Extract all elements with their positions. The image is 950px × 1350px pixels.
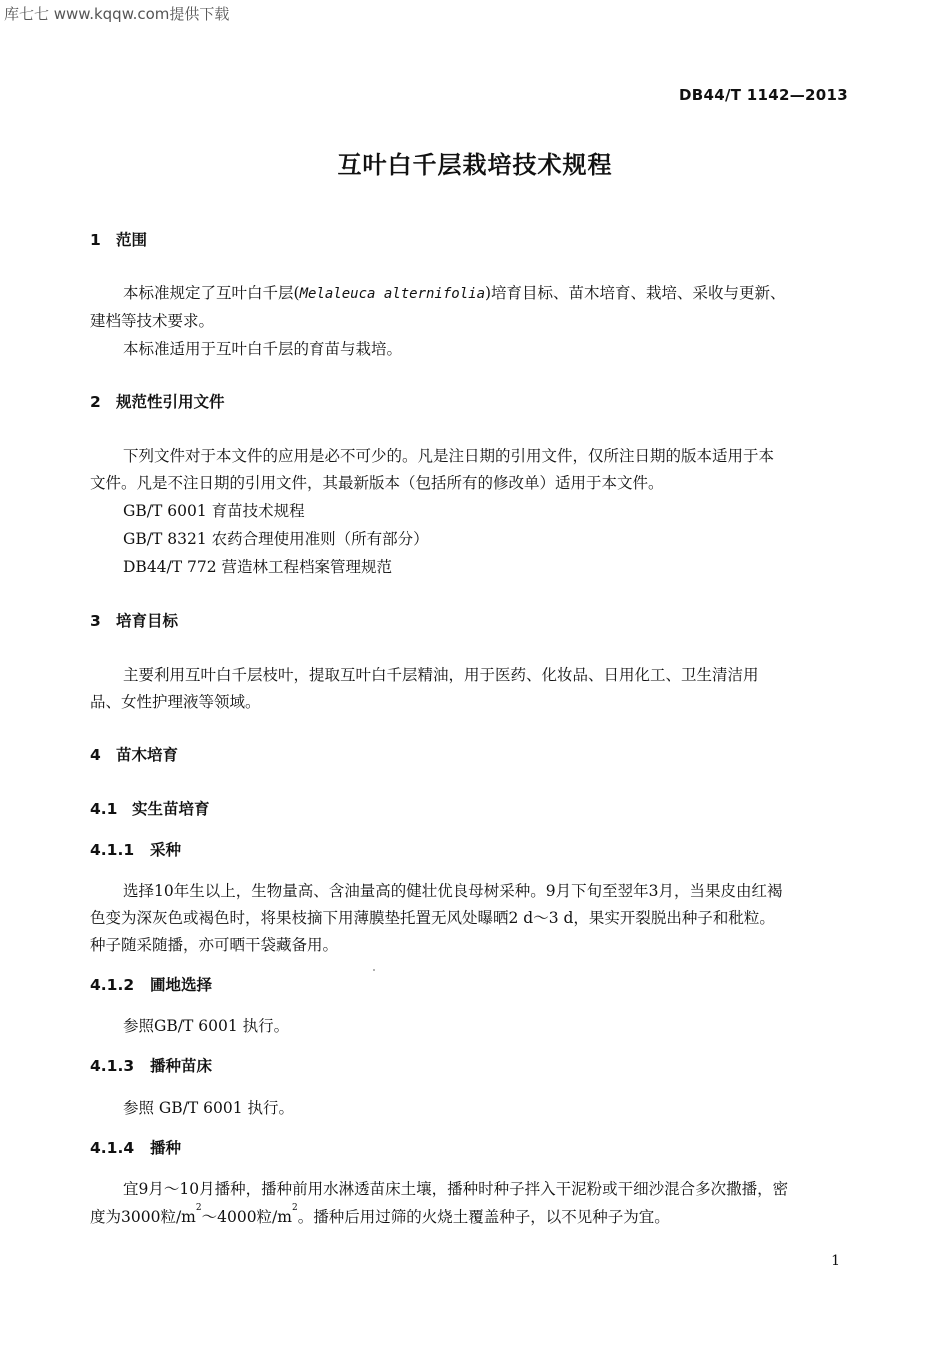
paragraph: 下列文件对于本文件的应用是必不可少的。凡是注日期的引用文件，仅所注日期的版本适用于本 (123, 447, 775, 465)
section-title: 范围 (116, 231, 148, 249)
text: ～4000粒/m (201, 1208, 292, 1226)
scan-speck (373, 969, 375, 971)
paragraph (123, 281, 786, 303)
subsection-4-1-3-heading (90, 1054, 212, 1076)
section-number: 4.1.2 (90, 976, 135, 994)
paragraph-cont (90, 1205, 670, 1227)
section-3-heading (90, 609, 178, 631)
section-number: 4.1.4 (90, 1139, 135, 1157)
section-number: 4 (90, 746, 101, 764)
text: 度为3000粒/m (90, 1208, 196, 1226)
section-title: 播种 (150, 1139, 182, 1157)
paragraph: 主要利用互叶白千层枝叶，提取互叶白千层精油，用于医药、化妆品、日用化工、卫生清洁用 (123, 666, 759, 684)
text: 本标准规定了互叶白千层( (123, 284, 300, 302)
section-2-heading (90, 390, 225, 412)
section-1-heading (90, 228, 147, 250)
document-number: DB44/T 1142—2013 (679, 86, 848, 104)
section-number: 2 (90, 393, 101, 411)
watermark: 库七七 www.kqqw.com提供下载 (4, 5, 230, 23)
section-number: 1 (90, 231, 101, 249)
paragraph-cont: 品、女性护理液等领域。 (90, 693, 261, 711)
superscript: 2 (291, 1203, 298, 1213)
section-number: 4.1.3 (90, 1057, 135, 1075)
reference-item: GB/T 8321 农药合理使用准则（所有部分） (123, 530, 429, 548)
page-title: 互叶白千层栽培技术规程 (337, 151, 613, 179)
text: 。播种后用过筛的火烧土覆盖种子，以不见种子为宜。 (297, 1208, 670, 1226)
paragraph-cont: 建档等技术要求。 (90, 312, 215, 330)
section-title: 采种 (150, 841, 182, 859)
section-title: 规范性引用文件 (116, 393, 225, 411)
section-number: 4.1.1 (90, 841, 135, 859)
paragraph-cont: 文件。凡是不注日期的引用文件，其最新版本（包括所有的修改单）适用于本文件。 (90, 474, 664, 492)
section-title: 播种苗床 (150, 1057, 213, 1075)
section-title: 圃地选择 (150, 976, 213, 994)
paragraph: 宜9月～10月播种，播种前用水淋透苗床土壤，播种时种子拌入干泥粉或干细沙混合多次撒播，密 (123, 1180, 789, 1198)
subsection-4-1-1-heading (90, 838, 181, 860)
subsection-4-1-2-heading (90, 973, 212, 995)
section-4-heading (90, 743, 178, 765)
section-number: 3 (90, 612, 101, 630)
reference-item: GB/T 6001 育苗技术规程 (123, 502, 305, 520)
subsection-4-1-heading (90, 797, 210, 819)
paragraph: 参照GB/T 6001 执行。 (123, 1017, 290, 1035)
superscript: 2 (195, 1203, 202, 1213)
paragraph-cont: 色变为深灰色或褐色时，将果枝摘下用薄膜垫托置无风处曝晒2 d～3 d，果实开裂脱出种子和秕粒。 (90, 909, 775, 927)
paragraph-cont: 种子随采随播，亦可晒干袋藏备用。 (90, 936, 339, 954)
paragraph: 参照 GB/T 6001 执行。 (123, 1099, 295, 1117)
page-number: 1 (831, 1253, 840, 1269)
latin-name: Melaleuca alternifolia (299, 286, 485, 302)
section-title: 苗木培育 (116, 746, 179, 764)
section-number: 4.1 (90, 800, 118, 818)
text: )培育目标、苗木培育、栽培、采收与更新、 (485, 284, 786, 302)
paragraph: 选择10年生以上，生物量高、含油量高的健壮优良母树采种。9月下旬至翌年3月，当果皮由红褐 (123, 882, 783, 900)
section-title: 实生苗培育 (132, 800, 210, 818)
subsection-4-1-4-heading (90, 1136, 181, 1158)
paragraph: 本标准适用于互叶白千层的育苗与栽培。 (123, 340, 403, 358)
section-title: 培育目标 (116, 612, 179, 630)
reference-item: DB44/T 772 营造林工程档案管理规范 (123, 558, 393, 576)
